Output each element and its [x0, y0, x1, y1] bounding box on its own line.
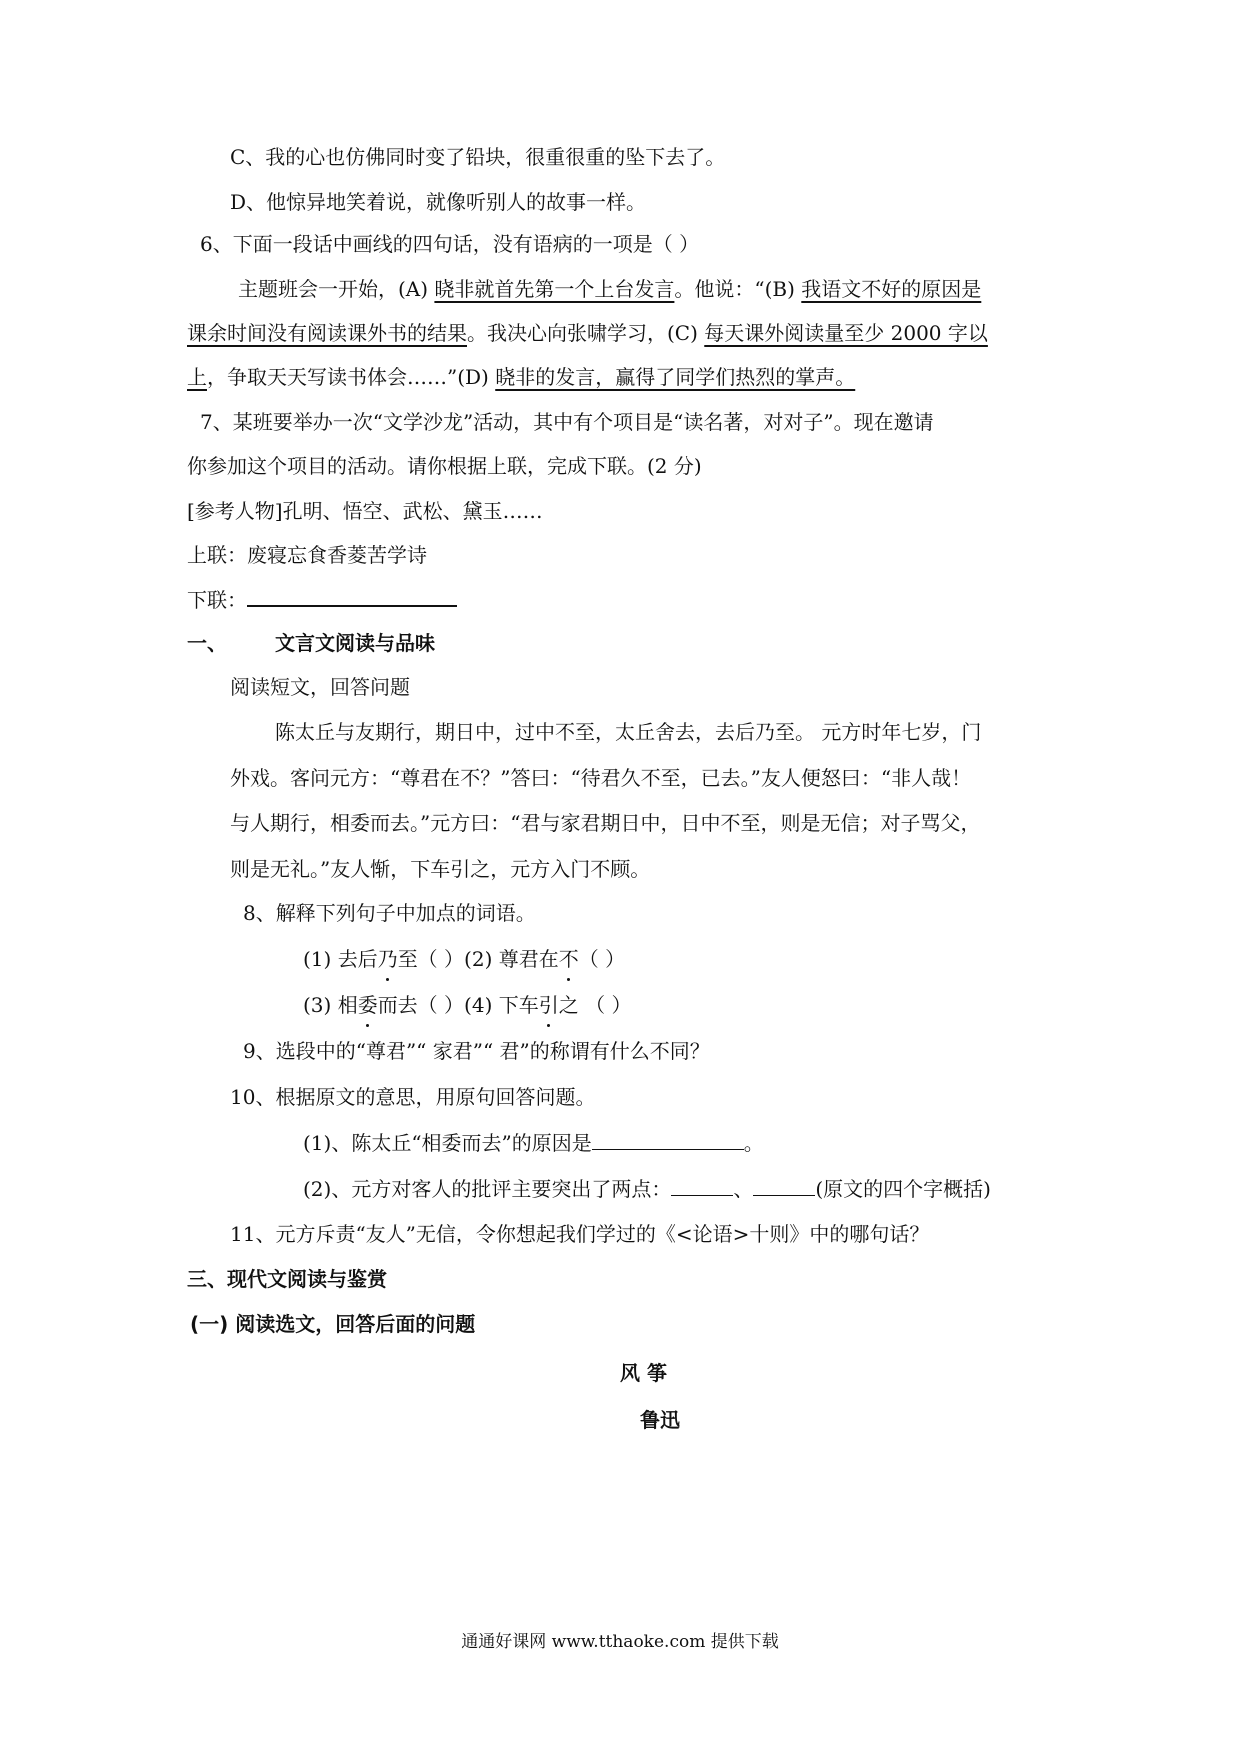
- q6-sentence-c-part2: 上: [187, 365, 207, 389]
- passage-line: 则是无礼。”友人惭，下车引之，元方入门不顾。: [230, 857, 651, 881]
- q6-sentence-c-part1: 每天课外阅读量至少 2000 字以: [704, 321, 988, 345]
- emphasis-dot-word: 引: [539, 990, 559, 1020]
- section2-title: 文言文阅读与品味: [275, 631, 435, 655]
- section3-title: 三、现代文阅读与鉴赏: [187, 1267, 387, 1291]
- emphasis-dot-word: 乃: [378, 944, 398, 974]
- q10-sub1: (1)、陈太丘“相委而去”的原因是 。: [303, 1127, 764, 1158]
- answer-blank: [753, 1173, 815, 1196]
- passage-line: 与人期行，相委而去。”元方曰：“君与家君期日中，日中不至，则是无信；对子骂父，: [230, 811, 981, 835]
- q8-items-line2: (3) 相委而去（ ）(4) 下车引之 （ ）: [303, 990, 631, 1020]
- section2-instruction: 阅读短文，回答问题: [230, 675, 410, 699]
- answer-blank: [247, 583, 457, 607]
- answer-blank: [671, 1173, 733, 1196]
- passage-line: 外戏。客问元方：“尊君在不？”答曰：“待君久不至，已去。”友人便怒曰：“非人哉！: [230, 766, 972, 790]
- q6-sentence-d: 晓非的发言，赢得了同学们热烈的掌声。: [495, 365, 856, 389]
- q7-lower-couplet: 下联：: [187, 583, 457, 615]
- q6-sentence-b-part1: 我语文不好的原因是: [801, 277, 982, 301]
- q6-paragraph-line2: 课余时间没有阅读课外书的结果。我决心向张啸学习，(C) 每天课外阅读量至少 2000 字以: [187, 321, 988, 345]
- q11: 11、元方斥责“友人”无信，令你想起我们学过的《<论语>十则》中的哪句话？: [230, 1222, 930, 1246]
- q9: 9、选段中的“尊君”“ 家君”“ 君”的称谓有什么不同？: [243, 1039, 710, 1063]
- emphasis-dot-word: 委: [358, 990, 378, 1020]
- q7-stem-line2: 你参加这个项目的活动。请你根据上联，完成下联。(2 分): [187, 454, 702, 478]
- passage-line: 陈太丘与友期行，期日中，过中不至，太丘舍去，去后乃至。 元方时年七岁，门: [275, 720, 982, 744]
- q10-stem: 10、根据原文的意思，用原句回答问题。: [230, 1085, 596, 1109]
- q6-stem: 6、下面一段话中画线的四句话，没有语病的一项是（ ）: [200, 232, 700, 256]
- q7-reference: [参考人物]孔明、悟空、武松、黛玉……: [187, 499, 543, 523]
- q8-stem: 8、解释下列句子中加点的词语。: [243, 901, 536, 925]
- q7-upper-couplet: 上联：废寝忘食香菱苦学诗: [187, 543, 427, 567]
- q6-paragraph-line1: 主题班会一开始，(A) 晓非就首先第一个上台发言。他说：“(B) 我语文不好的原因是: [238, 277, 982, 301]
- q6-paragraph-line3: 上，争取天天写读书体会……”(D) 晓非的发言，赢得了同学们热烈的掌声。: [187, 365, 856, 389]
- q6-sentence-a: 晓非就首先第一个上台发言: [434, 277, 675, 301]
- q7-stem-line1: 7、某班要举办一次“文学沙龙”活动，其中有个项目是“读名著，对对子”。现在邀请: [200, 410, 934, 434]
- q6-sentence-b-part2: 课余时间没有阅读课外书的结果: [187, 321, 467, 345]
- article-author: 鲁迅: [640, 1408, 680, 1432]
- section3-subtitle: (一) 阅读选文，回答后面的问题: [190, 1312, 476, 1336]
- article-title: 风 筝: [620, 1361, 667, 1385]
- section2-number: 一、: [187, 631, 227, 655]
- q10-sub2: (2)、元方对客人的批评主要突出了两点： 、 (原文的四个字概括): [303, 1173, 991, 1204]
- emphasis-dot-word: 不: [559, 944, 579, 974]
- page-footer: 通通好课网 www.tthaoke.com 提供下载: [461, 1632, 779, 1652]
- q5-option-d: D、他惊异地笑着说，就像听别人的故事一样。: [230, 190, 647, 214]
- answer-blank: [592, 1127, 744, 1150]
- q5-option-c: C、我的心也仿佛同时变了铅块，很重很重的坠下去了。: [230, 145, 726, 169]
- q8-items-line1: (1) 去后乃至（ ）(2) 尊君在不（ ）: [303, 944, 625, 974]
